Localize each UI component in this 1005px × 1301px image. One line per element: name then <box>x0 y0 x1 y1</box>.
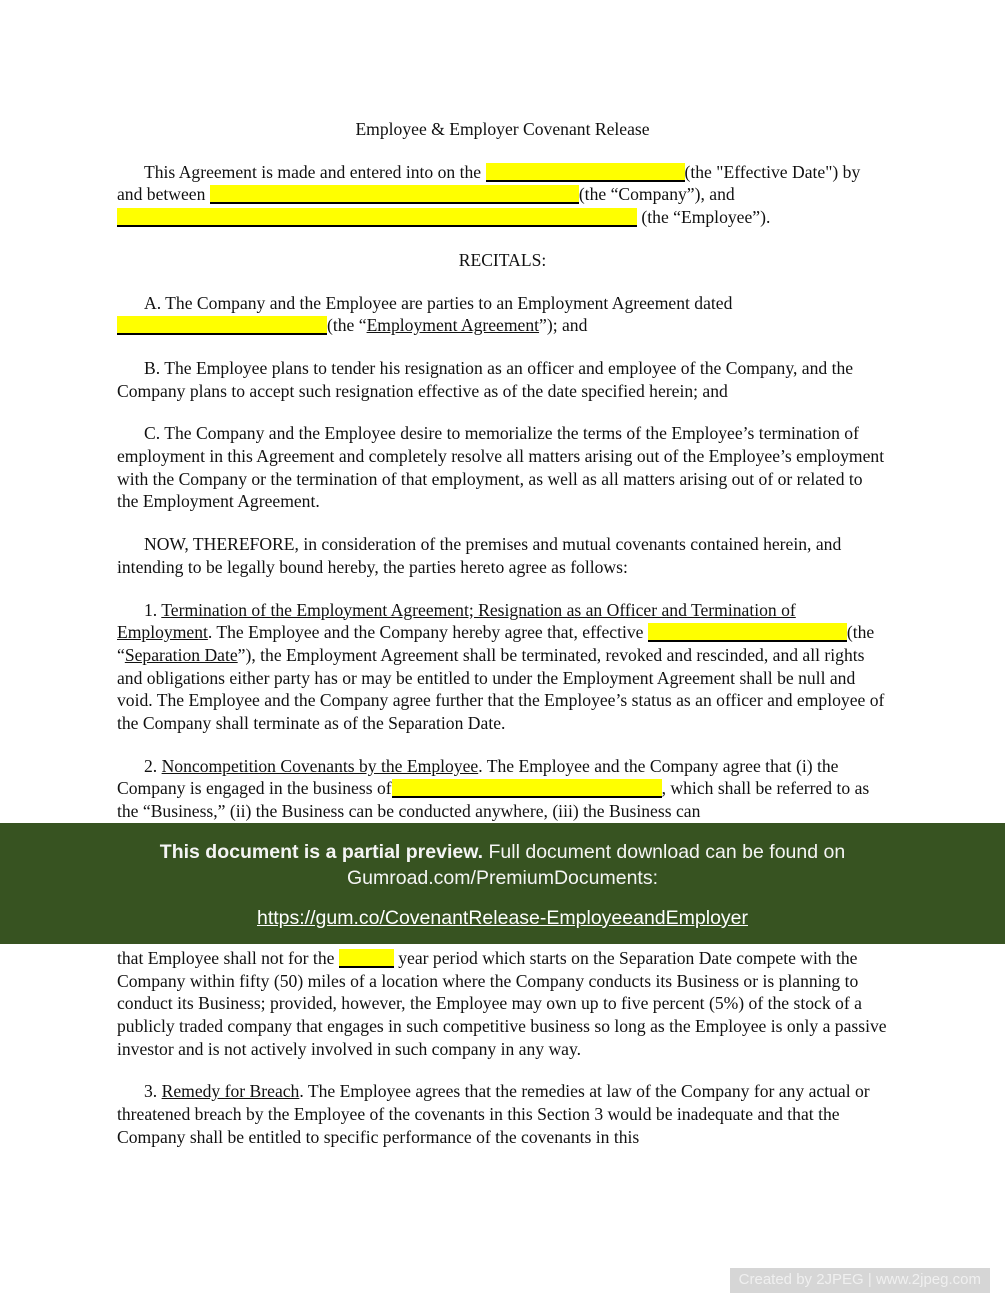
watermark-text: Created by 2JPEG | www.2jpeg.com <box>738 1271 981 1288</box>
text-run: NOW, THEREFORE, in consideration of the premises and mutual covenants contained herein, and intending to be legally bound hereby, the parties hereto agree as follows: <box>117 534 842 577</box>
text-run: (the “ <box>117 622 875 665</box>
document-body-bottom <box>0 947 1005 1149</box>
recitals-heading <box>117 249 888 272</box>
text-run: This Agreement is made and entered into on the <box>144 161 486 182</box>
text-run: (the “ <box>327 315 367 336</box>
text-run: B. The Employee plans to tender his resignation as an officer and employee of the Company, and the Company plans to accept such resignation effective as of the date specified herein; and <box>117 357 854 401</box>
section-2-continuation <box>117 947 888 1061</box>
text-run: (the "Effective Date") by and between <box>117 161 861 205</box>
text-run: C. The Company and the Employee desire to memorialize the terms of the Employee’s termination of employment in this Agreement and completely resolve all matters arising out of the Employee’s employment with the Company or the termination of that employment, as well as all matters arising out of or related to the Employment Agreement. <box>117 423 885 512</box>
text-run: ”); and <box>539 315 588 336</box>
defined-term: Remedy for Breach <box>161 1081 300 1102</box>
blank-field <box>117 316 327 335</box>
text-run: (the “Employee”). <box>637 207 771 228</box>
defined-term: Separation Date <box>124 644 238 665</box>
recital-b <box>117 357 888 402</box>
text-run: ”), the Employment Agreement shall be terminated, revoked and rescinded, and all rights and obligations either party has or may be entitled to under the Employment Agreement shall be null and void. The Employee and the Company agree further that the Employee’s status as an officer and employee of the Company shall terminate as of the Separation Date. <box>117 644 885 734</box>
section-3-remedy <box>117 1080 888 1148</box>
preview-banner-link-line <box>48 905 957 931</box>
blank-field <box>486 163 685 182</box>
now-therefore <box>117 533 888 578</box>
blank-field <box>392 779 662 798</box>
recital-c <box>117 422 888 513</box>
preview-banner-message <box>48 839 957 891</box>
recital-a <box>117 292 888 337</box>
section-2-noncompetition <box>117 755 888 823</box>
text-run: 3. <box>144 1081 162 1102</box>
text-run: . The Employee and the Company agree that (i) the Company is engaged in the business of <box>117 755 839 799</box>
text-run: A. The Company and the Employee are parties to an Employment Agreement dated <box>144 292 733 313</box>
blank-field <box>339 949 394 968</box>
text-run: 1. <box>144 599 162 620</box>
watermark-badge <box>730 1268 990 1293</box>
document-title: Employee & Employer Covenant Release <box>355 119 650 139</box>
preview-banner-bold-text: This document is a partial preview. <box>159 840 484 863</box>
defined-term: Employment Agreement <box>366 315 540 336</box>
preview-banner <box>0 823 1005 944</box>
defined-term: Termination of the Employment Agreement; Resignation as an Officer and Termination of Employment <box>117 599 796 643</box>
blank-field <box>210 185 579 204</box>
text-run: that Employee shall not for the <box>117 947 339 968</box>
blank-field <box>648 623 847 642</box>
text-run: . The Employee agrees that the remedies at law of the Company for any actual or threatened breach by the Employee of the covenants in this Section 3 would be inadequate and that the Company shall be entitled to specific performance of the covenants in this <box>117 1081 870 1147</box>
preview-banner-regular-text: Full document download can be found on Gumroad.com/PremiumDocuments: <box>346 840 846 889</box>
text-run: (the “Company”), and <box>578 184 735 205</box>
text-run: , which shall be referred to as the “Business,” (ii) the Business can be conducted anywhere, (iii) the Business can <box>117 778 870 822</box>
blank-field <box>117 208 637 227</box>
text-run: year period which starts on the Separation Date compete with the Company within fifty (50) miles of a location where the Company conducts its Business or is planning to conduct its Business; provided, however, the Employee may own up to five percent (5%) of the stock of a publicly traded company that engages in such competitive business so long as the Employee is only a passive investor and is not actively involved in such company in any way. <box>117 947 887 1059</box>
preview-banner-link[interactable]: https://gum.co/CovenantRelease-EmployeeandEmployer <box>256 906 748 929</box>
document-body-top <box>0 161 1005 823</box>
text-run: . The Employee and the Company hereby agree that, effective <box>207 622 648 643</box>
defined-term: Noncompetition Covenants by the Employee <box>161 755 479 776</box>
section-1-termination <box>117 599 888 735</box>
intro-paragraph <box>117 161 888 229</box>
text-run: RECITALS: <box>458 249 547 270</box>
text-run: 2. <box>144 755 162 776</box>
